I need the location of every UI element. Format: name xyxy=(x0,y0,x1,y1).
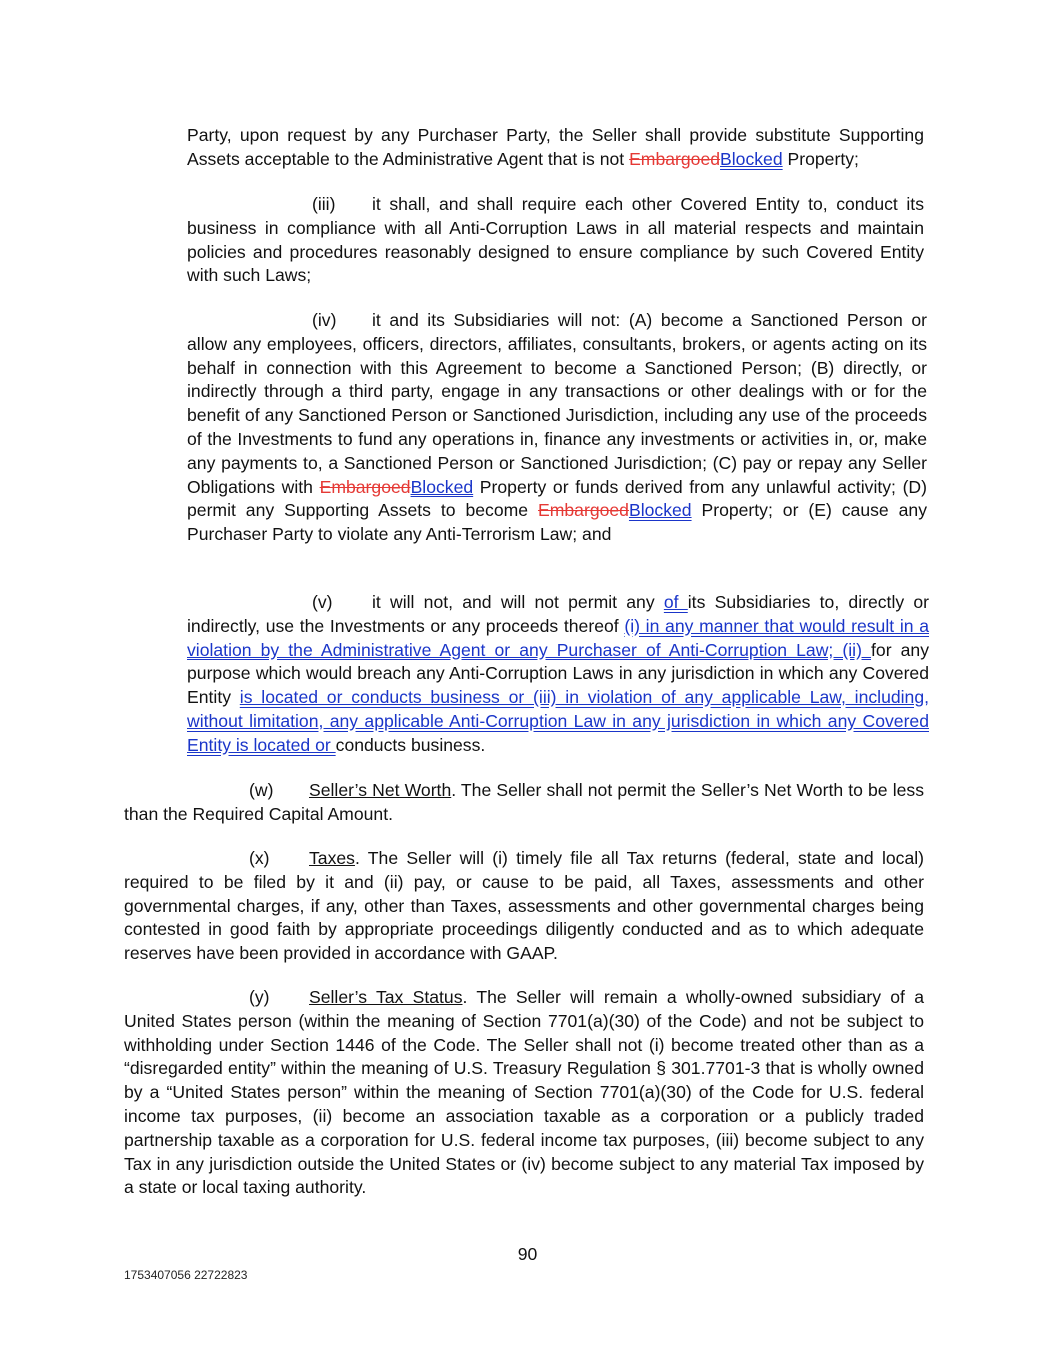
clause-text: it shall, and shall require each other Covered Entity to, conduct its business in compliance with all Anti-Corruption Laws in all material respects and maintain policies and procedures reasonably designed to ensure compliance by such Covered Entity with such Laws; xyxy=(187,194,924,286)
clause-v xyxy=(187,591,929,758)
text-run: Property or funds derived from any unlawful activity; (D) permit any Supporting Assets to become xyxy=(187,476,927,521)
inserted-text: is located or conducts business or (iii) in violation of any applicable Law, including, without limitation, any applicable Anti-Corruption Law in any jurisdiction in which any Covered Entity is located or xyxy=(187,687,930,755)
text-run: Property; xyxy=(782,148,859,169)
section-y xyxy=(124,986,924,1200)
section-text: . The Seller shall not permit the Seller’s Net Worth to be less than the Required Capital Amount. xyxy=(124,780,924,824)
section-heading: Taxes xyxy=(309,848,355,868)
inserted-text: Blocked xyxy=(720,148,783,169)
section-label: (w) xyxy=(249,780,274,800)
section-x xyxy=(124,847,924,966)
section-w xyxy=(124,779,924,827)
clause-label: (iii) xyxy=(312,194,336,214)
inserted-text: Blocked xyxy=(410,476,474,497)
text-run: for any purpose which would breach any Anti-Corruption Laws in any jurisdiction in which any Covered Entity xyxy=(187,639,929,708)
text-run: its Subsidiaries to, directly or indirectly, use the Investments or any proceeds thereof xyxy=(187,592,930,636)
clause-label: (iv) xyxy=(312,310,337,330)
deleted-text: Embargoed xyxy=(319,476,411,497)
document-id: 1753407056 22722823 xyxy=(124,1268,248,1282)
clause-iii xyxy=(187,193,924,288)
section-label: (y) xyxy=(249,987,270,1007)
text-run: it and its Subsidiaries will not: (A) become a Sanctioned Person or allow any employees, officers, directors, affiliates, consultants, brokers, or agents acting on its behalf in connection with this Agreement to become a Sanctioned Person; (B) directly, or indirectly through a third party, engage in any transactions or other dealings with or for the benefit of any Sanctioned Person or Sanctioned Jurisdiction, including any use of the proceeds of the Investments to fund any operations in, finance any investments or activities in, or, make any payments to, a Sanctioned Person or Sanctioned Jurisdiction; (C) pay or repay any Seller Obligations with xyxy=(187,310,927,497)
section-label: (x) xyxy=(249,848,270,868)
text-run: conducts business. xyxy=(335,734,486,755)
text-run: Party, upon request by any Purchaser Party, the Seller shall provide substitute Supporting Assets acceptable to the Administrative Agent that is not xyxy=(187,125,924,169)
deleted-text: Embargoed xyxy=(629,148,721,169)
deleted-text: Embargoed xyxy=(538,500,629,521)
section-heading: Seller’s Tax Status xyxy=(309,987,463,1007)
paragraph-continued xyxy=(187,124,924,172)
page-number: 90 xyxy=(517,1244,538,1264)
text-run: Property; or (E) cause any Purchaser Party to violate any Anti-Terrorism Law; and xyxy=(187,500,927,545)
section-heading: Seller’s Net Worth xyxy=(309,780,452,800)
section-text: . The Seller will remain a wholly-owned subsidiary of a United States person (within the meaning of Section 7701(a)(30) of the Code) and not be subject to withholding under Section 1446 of the Code. The Seller shall not (i) become treated other than as a “disregarded entity” within the meaning of U.S. Treasury Regulation § 301.7701-3 that is wholly owned by a “United States person” within the meaning of Section 7701(a)(30) of the Code for U.S. federal income tax purposes, (ii) become an association taxable as a corporation or a publicly traded partnership taxable as a corporation for U.S. federal income tax purposes, (iii) become subject to any Tax in any jurisdiction outside the United States or (iv) become subject to any material Tax imposed by a state or local taxing authority. xyxy=(124,987,924,1198)
clause-label: (v) xyxy=(312,592,333,612)
inserted-text: of xyxy=(663,592,688,612)
section-text: . The Seller will (i) timely file all Tax returns (federal, state and local) required to be filed by it and (ii) pay, or cause to be paid, all Taxes, assessments and other governmental charges, if any, other than Taxes, assessments and other governmental charges being contested in good faith by appropriate proceedings diligently conducted and as to which adequate reserves have been provided in accordance with GAAP. xyxy=(124,848,924,964)
inserted-text: Blocked xyxy=(628,500,692,521)
clause-iv xyxy=(187,309,927,547)
text-run: it will not, and will not permit any xyxy=(372,592,664,612)
inserted-text: (i) in any manner that would result in a violation by the Administrative Agent or any Purchaser of Anti-Corruption Law; (ii) xyxy=(187,615,929,660)
